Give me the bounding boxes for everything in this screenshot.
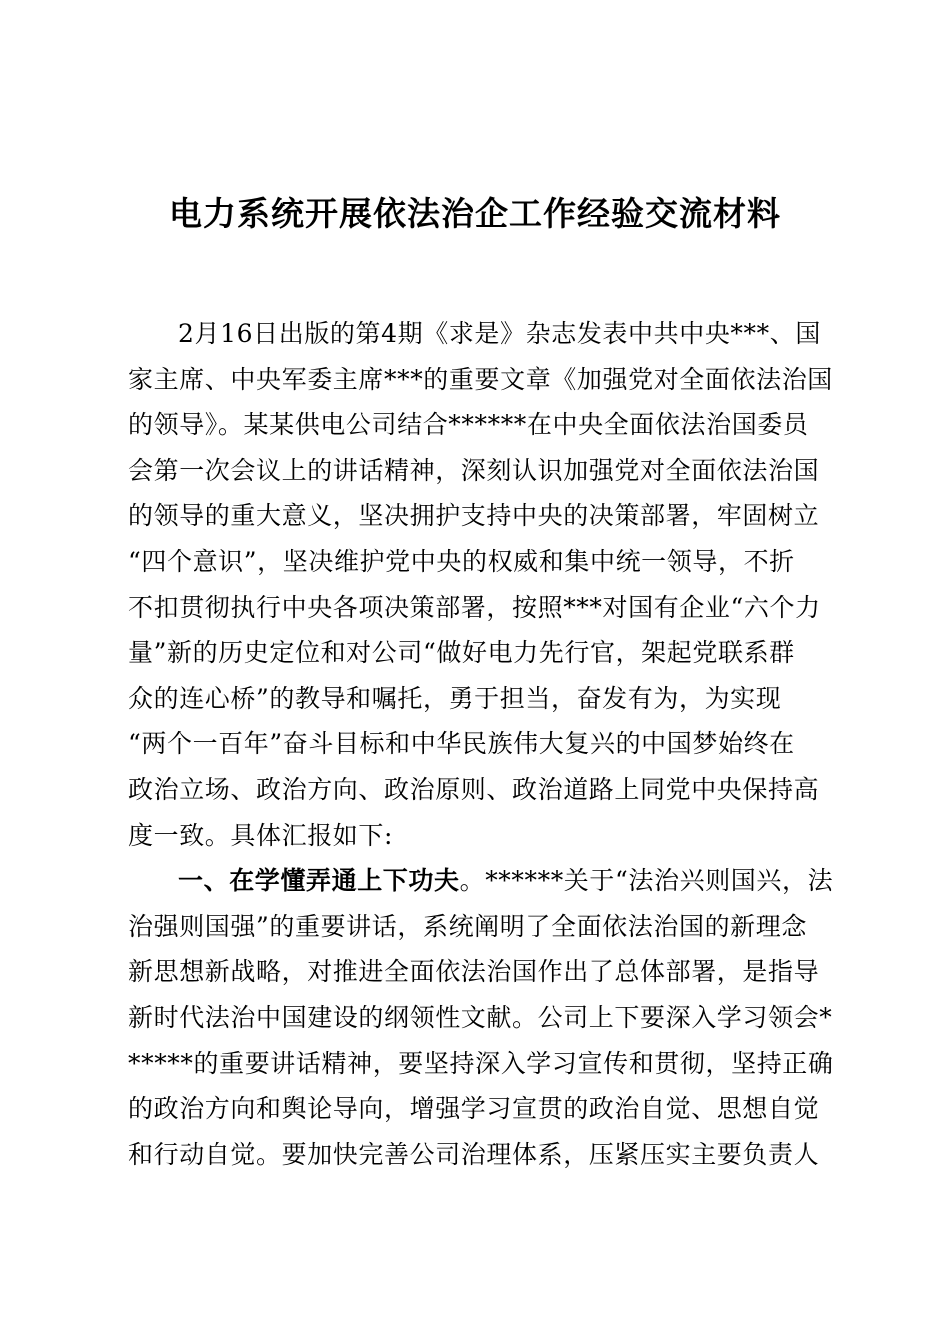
- paragraph-line: 不扣贯彻执行中央各项决策部署，按照***对国有企业“六个力: [128, 592, 821, 622]
- paragraph-line: “两个一百年”奋斗目标和中华民族伟大复兴的中国梦始终在: [128, 729, 795, 759]
- paragraph-line: 量”新的历史定位和对公司“做好电力先行官，架起党联系群: [128, 638, 795, 668]
- paragraph-line: 政治立场、政治方向、政治原则、政治道路上同党中央保持高: [128, 774, 820, 804]
- paragraph-line: 的领导的重大意义，坚决拥护支持中央的决策部署，牢固树立: [128, 501, 820, 531]
- paragraph-line: 众的连心桥”的教导和嘱托，勇于担当，奋发有为，为实现: [128, 683, 782, 713]
- paragraph-line: 2月16日出版的第4期《求是》杂志发表中共中央***、国: [178, 319, 821, 348]
- paragraph-line: 新时代法治中国建设的纲领性文献。公司上下要深入学习领会*: [128, 1002, 833, 1032]
- document-body: [128, 311, 834, 1177]
- document-title: 电力系统开展依法治企工作经验交流材料: [169, 194, 781, 233]
- paragraph-section-1: [128, 858, 834, 1177]
- paragraph-line: *****的重要讲话精神，要坚持深入学习宣传和贯彻，坚持正确: [128, 1048, 834, 1078]
- section-first-line: [128, 858, 834, 904]
- section-heading-tail: 。******关于“法治兴则国兴，法: [459, 866, 834, 896]
- paragraph-line: “四个意识”，坚决维护党中央的权威和集中统一领导，不折: [128, 546, 795, 576]
- paragraph-intro: [128, 311, 833, 858]
- paragraph-line: 新思想新战略，对推进全面依法治国作出了总体部署，是指导: [128, 957, 820, 987]
- paragraph-line: 的政治方向和舆论导向，增强学习宣贯的政治自觉、思想自觉: [128, 1094, 820, 1124]
- paragraph-line: 治强则国强”的重要讲话，系统阐明了全面依法治国的新理念: [128, 911, 807, 941]
- paragraph-line: 的领导》。某某供电公司结合******在中央全面依法治国委员: [128, 410, 809, 440]
- section-heading: 一、在学懂弄通上下功夫: [178, 866, 460, 896]
- paragraph-line: 会第一次会议上的讲话精神，深刻认识加强党对全面依法治国: [128, 455, 820, 485]
- paragraph-line: 度一致。具体汇报如下:: [128, 820, 394, 850]
- paragraph-line: 和行动自觉。要加快完善公司治理体系，压紧压实主要负责人: [128, 1139, 820, 1169]
- paragraph-line: 家主席、中央军委主席***的重要文章《加强党对全面依法治国: [128, 364, 833, 394]
